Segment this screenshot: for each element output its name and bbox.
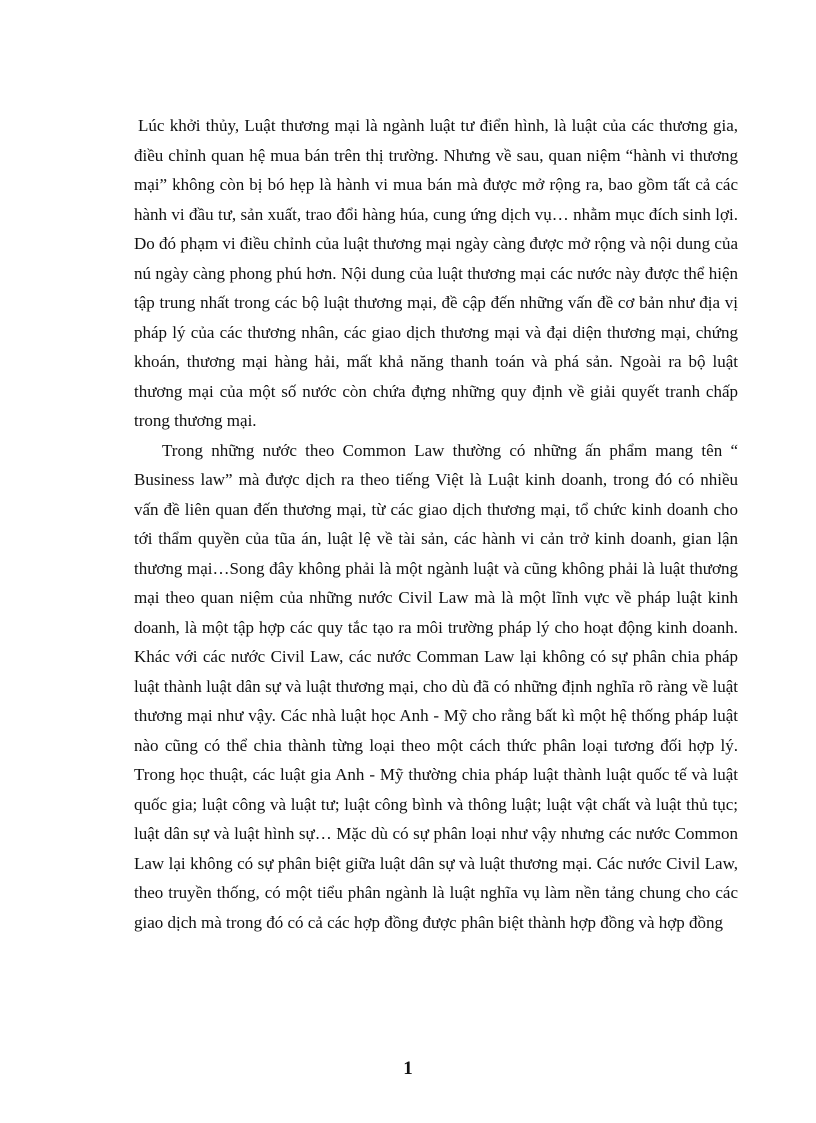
paragraph-commercial-law-origin: Lúc khởi thủy, Luật thương mại là ngành luật tư điển hình, là luật của các thương gia, điều chỉnh quan hệ mua bán trên thị trường. Nhưng về sau, quan niệm “hành vi thương mại” không còn bị bó hẹp là hành vi mua bán mà được mở rộng ra, bao gồm tất cả các hành vi đầu tư, sản xuất, trao đổi hàng húa, cung ứng dịch vụ… nhằm mục đích sinh lợi. Do đó phạm vi điều chỉnh của luật thương mại ngày càng được mở rộng và nội dung của nú ngày càng phong phú hơn. Nội dung của luật thương mại các nước này được thể hiện tập trung nhất trong các bộ luật thương mại, đề cập đến những vấn đề cơ bản như địa vị pháp lý của các thương nhân, các giao dịch thương mại và đại diện thương mại, chứng khoán, thương mại hàng hải, mất khả năng thanh toán và phá sản. Ngoài ra bộ luật thương mại của một số nước còn chứa đựng những quy định về giải quyết tranh chấp trong thương mại. bbox=[134, 116, 738, 430]
body-text bbox=[134, 111, 738, 937]
paragraph-common-law: Trong những nước theo Common Law thường có những ấn phẩm mang tên “ Business law” mà được dịch ra theo tiếng Việt là Luật kinh doanh, trong đó có nhiều vấn đề liên quan đến thương mại, từ các giao dịch thương mại, tổ chức kinh doanh cho tới thẩm quyền của tũa án, luật lệ về tài sản, các hành vi cản trở kinh doanh, gian lận thương mại…Song đây không phải là một ngành luật và cũng không phải là luật thương mại theo quan niệm của những nước Civil Law mà là một lĩnh vực về pháp luật kinh doanh, là một tập hợp các quy tắc tạo ra môi trường pháp lý cho hoạt động kinh doanh. Khác với các nước Civil Law, các nước Comman Law lại không có sự phân chia pháp luật thành luật dân sự và luật thương mại, cho dù đã có những định nghĩa rõ ràng về luật thương mại như vậy. Các nhà luật học Anh - Mỹ cho rằng bất kì một hệ thống pháp luật nào cũng có thể chia thành từng loại theo một cách thức phân loại tương đối hợp lý. Trong học thuật, các luật gia Anh - Mỹ thường chia pháp luật thành luật quốc tế và luật quốc gia; luật công và luật tư; luật công bình và thông luật; luật vật chất và luật thủ tục; luật dân sự và luật hình sự… Mặc dù có sự phân loại như vậy nhưng các nước Common Law lại không có sự phân biệt giữa luật dân sự và luật thương mại. Các nước Civil Law, theo truyền thống, có một tiểu phân ngành là luật nghĩa vụ làm nền tảng chung cho các giao dịch mà trong đó có cả các hợp đồng được phân biệt thành hợp đồng và hợp đồng bbox=[134, 440, 738, 932]
page-number: 1 bbox=[403, 1058, 413, 1079]
